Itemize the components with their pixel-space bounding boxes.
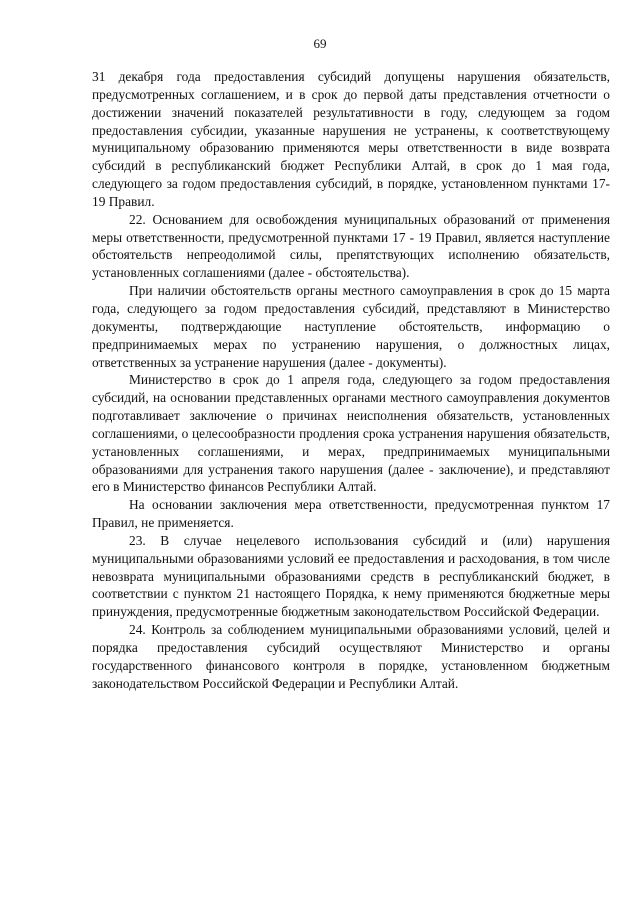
paragraph-clause-24: 24. Контроль за соблюдением муниципальными образованиями условий, целей и порядка предоставления субсидий осуществляют Министерство и органы государственного финансового контроля в порядке, установленном бюджетным законодательством Российской Федерации и Республики Алтай. (92, 622, 610, 691)
paragraph-continuation: 31 декабря года предоставления субсидий допущены нарушения обязательств, предусмотренных соглашением, и в срок до первой даты представления отчетности о достижении значений показателей результативности в году, следующем за годом предоставления субсидии, указанные нарушения не устранены, к соответствующему муниципальному образованию применяются меры ответственности в виде возврата субсидий в республиканский бюджет Республики Алтай, в срок до 1 мая года, следующего за годом предоставления субсидий, в порядке, установленном пунктами 17-19 Правил. (92, 69, 610, 209)
paragraph-ministry-conclusion: Министерство в срок до 1 апреля года, следующего за годом предоставления субсидий, на основании представленных органами местного самоуправления документов подготавливает заключение о причинах неисполнения обязательств, установленных соглашениями, о целесообразности продления срока устранения нарушения обязательств, установленных соглашениями, и мерах, предпринимаемых муниципальными образованиями для устранения такого нарушения (далее - заключение), и представляют его в Министерство финансов Республики Алтай. (92, 372, 610, 495)
document-body (92, 68, 610, 693)
paragraph-circumstances: При наличии обстоятельств органы местного самоуправления в срок до 15 марта года, следующего за годом предоставления субсидий, представляют в Министерство документы, подтверждающие наступление обстоятельств, информацию о предпринимаемых мерах по устранению нарушения, о должностных лицах, ответственных за устранение нарушения (далее - документы). (92, 283, 610, 370)
paragraph-measure-not-applied: На основании заключения мера ответственности, предусмотренная пунктом 17 Правил, не применяется. (92, 497, 610, 531)
page-number: 69 (313, 36, 327, 51)
paragraph-clause-22: 22. Основанием для освобождения муниципальных образований от применения меры ответственности, предусмотренной пунктами 17 - 19 Правил, является наступление обстоятельств непреодолимой силы, препятствующих исполнению обязательств, установленных соглашениями (далее - обстоятельства). (92, 211, 610, 281)
paragraph-clause-23: 23. В случае нецелевого использования субсидий и (или) нарушения муниципальными образованиями условий ее предоставления и расходования, в том числе невозврата муниципальными образованиями средств в республиканский бюджет, в соответствии с пунктом 21 настоящего Порядка, к нему применяются бюджетные меры принуждения, предусмотренные бюджетным законодательством Российской Федерации. (92, 532, 610, 620)
